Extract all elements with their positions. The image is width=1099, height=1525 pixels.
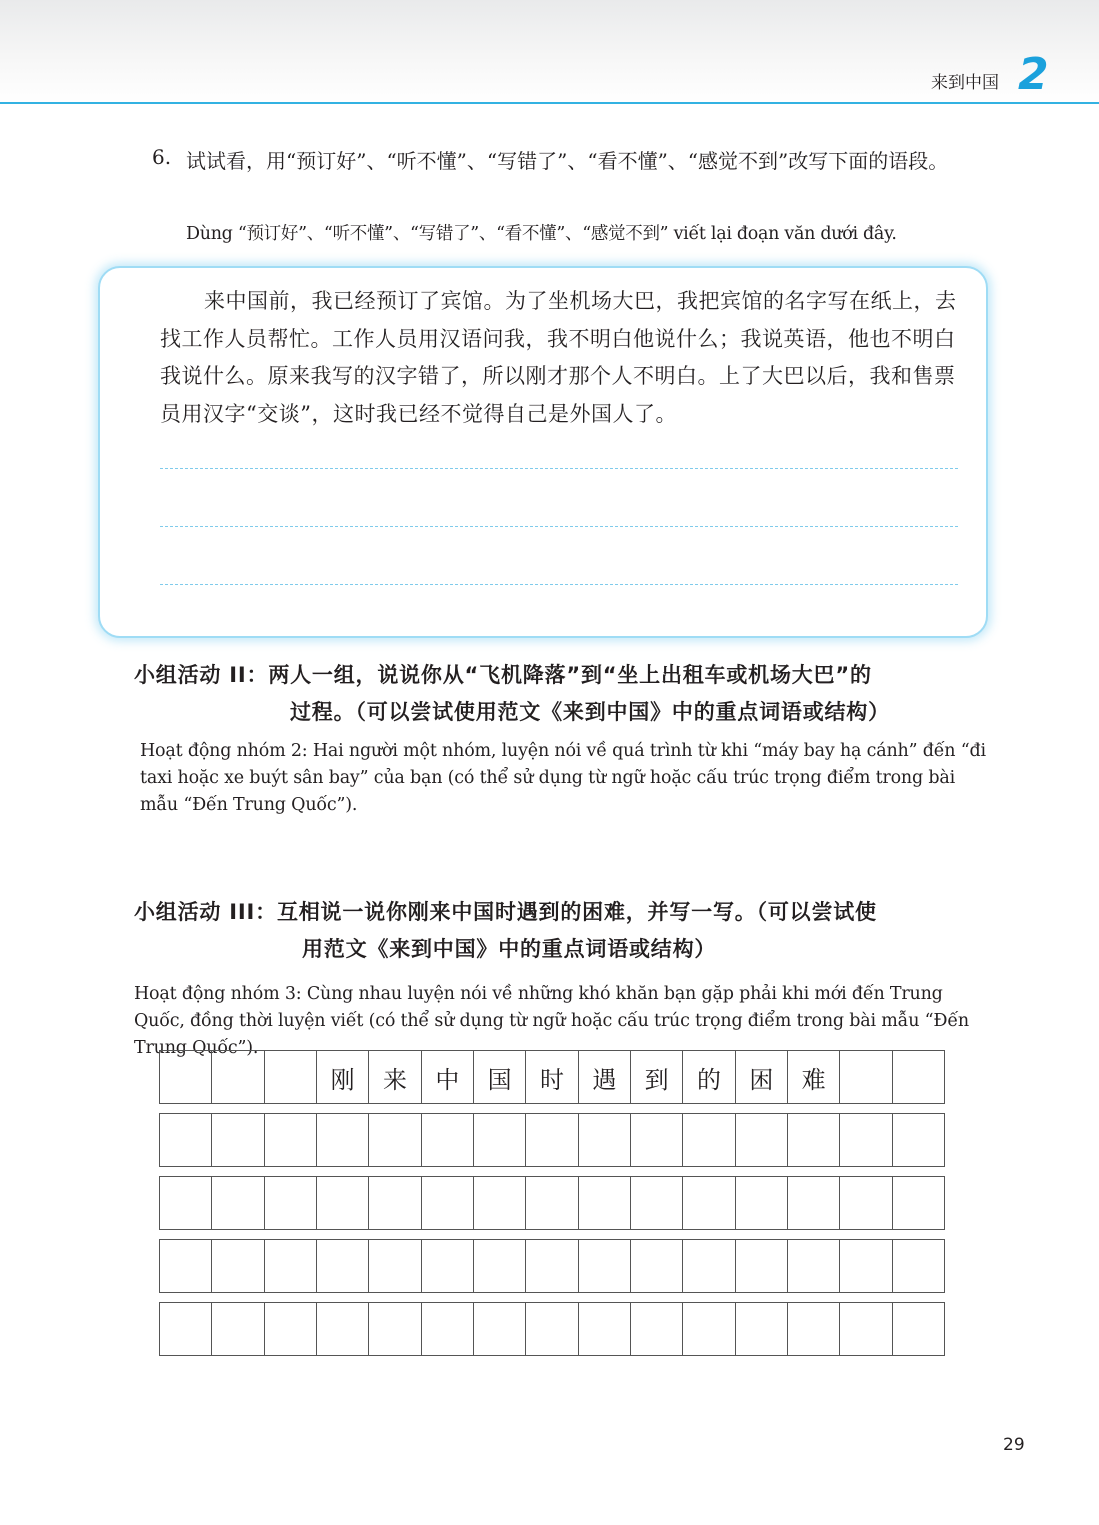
grid-cell[interactable]: 的 [683,1051,735,1103]
grid-cell[interactable] [317,1303,369,1355]
exercise-number: 6. [152,145,172,169]
grid-cell[interactable] [840,1303,892,1355]
grid-cell[interactable]: 国 [474,1051,526,1103]
grid-cell[interactable] [526,1177,578,1229]
exercise-instruction-vi: Dùng “预订好”、“听不懂”、“写错了”、“看不懂”、“感觉不到” viết lại đoạn văn dưới đây. [186,224,897,244]
header-rule [0,102,1099,104]
grid-cell[interactable] [212,1240,264,1292]
grid-cell[interactable] [422,1177,474,1229]
grid-cell[interactable] [840,1177,892,1229]
grid-cell[interactable] [631,1240,683,1292]
grid-cell[interactable]: 困 [736,1051,788,1103]
grid-cell[interactable] [579,1177,631,1229]
activity3-vi: Hoạt động nhóm 3: Cùng nhau luyện nói về những khó khăn bạn gặp phải khi mới đến Trung Quốc, đồng thời luyện viết (có thể sử dụng từ ngữ hoặc cấu trúc trọng điểm trong bài mẫu “Đến Trung Quốc”). [134,984,969,1058]
activity3-title-line2: 用范文《来到中国》中的重点词语或结构） [302,937,717,961]
grid-cell[interactable] [474,1177,526,1229]
activity2-title [134,657,994,731]
grid-cell[interactable] [422,1303,474,1355]
grid-cell[interactable] [893,1114,945,1166]
grid-cell[interactable] [369,1177,421,1229]
grid-cell[interactable]: 中 [422,1051,474,1103]
chapter-number: 2 [1018,49,1049,100]
grid-cell[interactable] [369,1303,421,1355]
grid-cell[interactable] [212,1303,264,1355]
grid-cell[interactable] [265,1303,317,1355]
grid-cell[interactable] [474,1240,526,1292]
grid-cell[interactable] [160,1051,212,1103]
grid-cell[interactable] [212,1114,264,1166]
grid-cell[interactable] [683,1240,735,1292]
exercise-instruction-zh: 试试看，用“预订好”、“听不懂”、“写错了”、“看不懂”、“感觉不到”改写下面的语段。 [186,149,949,173]
writing-grid-row-1 [159,1050,945,1104]
grid-cell[interactable] [788,1303,840,1355]
grid-cell[interactable] [160,1114,212,1166]
grid-cell[interactable] [893,1051,945,1103]
grid-cell[interactable] [526,1303,578,1355]
grid-cell[interactable] [160,1303,212,1355]
grid-cell[interactable] [893,1303,945,1355]
grid-cell[interactable] [893,1177,945,1229]
grid-cell[interactable] [631,1303,683,1355]
grid-cell[interactable] [526,1240,578,1292]
activity2-vi: Hoạt động nhóm 2: Hai người một nhóm, luyện nói về quá trình từ khi “máy bay hạ cánh” đến “đi taxi hoặc xe buýt sân bay” của bạn (có thể sử dụng từ ngữ hoặc cấu trúc trọng điểm trong bài mẫu “Đến Trung Quốc”). [140,741,986,815]
activity3-title-line1: 小组活动 III：互相说一说你刚来中国时遇到的困难，并写一写。（可以尝试使 [134,900,877,924]
grid-cell[interactable] [369,1114,421,1166]
grid-cell[interactable] [736,1303,788,1355]
grid-cell[interactable] [736,1240,788,1292]
writing-grid-row-5 [159,1302,945,1356]
grid-cell[interactable]: 难 [788,1051,840,1103]
grid-cell[interactable]: 刚 [317,1051,369,1103]
grid-cell[interactable] [265,1240,317,1292]
grid-cell[interactable]: 遇 [579,1051,631,1103]
grid-cell[interactable] [579,1303,631,1355]
grid-cell[interactable] [474,1114,526,1166]
grid-cell[interactable] [631,1114,683,1166]
grid-cell[interactable] [160,1177,212,1229]
grid-cell[interactable] [840,1114,892,1166]
grid-cell[interactable] [265,1177,317,1229]
grid-cell[interactable] [579,1240,631,1292]
grid-cell[interactable] [212,1051,264,1103]
grid-cell[interactable] [265,1051,317,1103]
writing-line-1[interactable] [160,468,958,469]
grid-cell[interactable] [474,1303,526,1355]
writing-line-2[interactable] [160,526,958,527]
grid-cell[interactable] [840,1051,892,1103]
grid-cell[interactable] [631,1177,683,1229]
grid-cell[interactable] [317,1114,369,1166]
grid-cell[interactable] [788,1240,840,1292]
grid-cell[interactable] [265,1114,317,1166]
activity3-title [134,894,994,968]
grid-cell[interactable] [317,1177,369,1229]
grid-cell[interactable] [212,1177,264,1229]
chapter-title: 来到中国 [931,73,999,93]
grid-cell[interactable] [526,1114,578,1166]
grid-cell[interactable] [422,1114,474,1166]
grid-cell[interactable] [683,1177,735,1229]
grid-cell[interactable] [369,1240,421,1292]
grid-cell[interactable]: 时 [526,1051,578,1103]
grid-cell[interactable] [788,1177,840,1229]
grid-cell[interactable] [160,1240,212,1292]
grid-cell[interactable] [788,1114,840,1166]
grid-cell[interactable] [840,1240,892,1292]
grid-cell[interactable] [579,1114,631,1166]
grid-cell[interactable] [893,1240,945,1292]
grid-cell[interactable] [736,1177,788,1229]
grid-cell[interactable]: 到 [631,1051,683,1103]
writing-grid-row-3 [159,1176,945,1230]
grid-cell[interactable] [422,1240,474,1292]
grid-cell[interactable] [683,1114,735,1166]
grid-cell[interactable] [736,1114,788,1166]
page-number: 29 [1003,1435,1025,1455]
passage-text: 来中国前，我已经预订了宾馆。为了坐机场大巴，我把宾馆的名字写在纸上，去找工作人员帮忙。工作人员用汉语问我，我不明白他说什么；我说英语，他也不明白我说什么。原来我写的汉字错了，所以刚才那个人不明白。上了大巴以后，我和售票员用汉字“交谈”，这时我已经不觉得自己是外国人了。 [160,289,957,426]
grid-cell[interactable] [317,1240,369,1292]
grid-cell[interactable] [683,1303,735,1355]
writing-grid-row-2 [159,1113,945,1167]
writing-grid-row-4 [159,1239,945,1293]
writing-line-3[interactable] [160,584,958,585]
activity2-title-line1: 小组活动 II：两人一组，说说你从“飞机降落”到“坐上出租车或机场大巴”的 [134,663,872,687]
activity2-title-line2: 过程。（可以尝试使用范文《来到中国》中的重点词语或结构） [290,700,890,724]
grid-cell[interactable]: 来 [369,1051,421,1103]
